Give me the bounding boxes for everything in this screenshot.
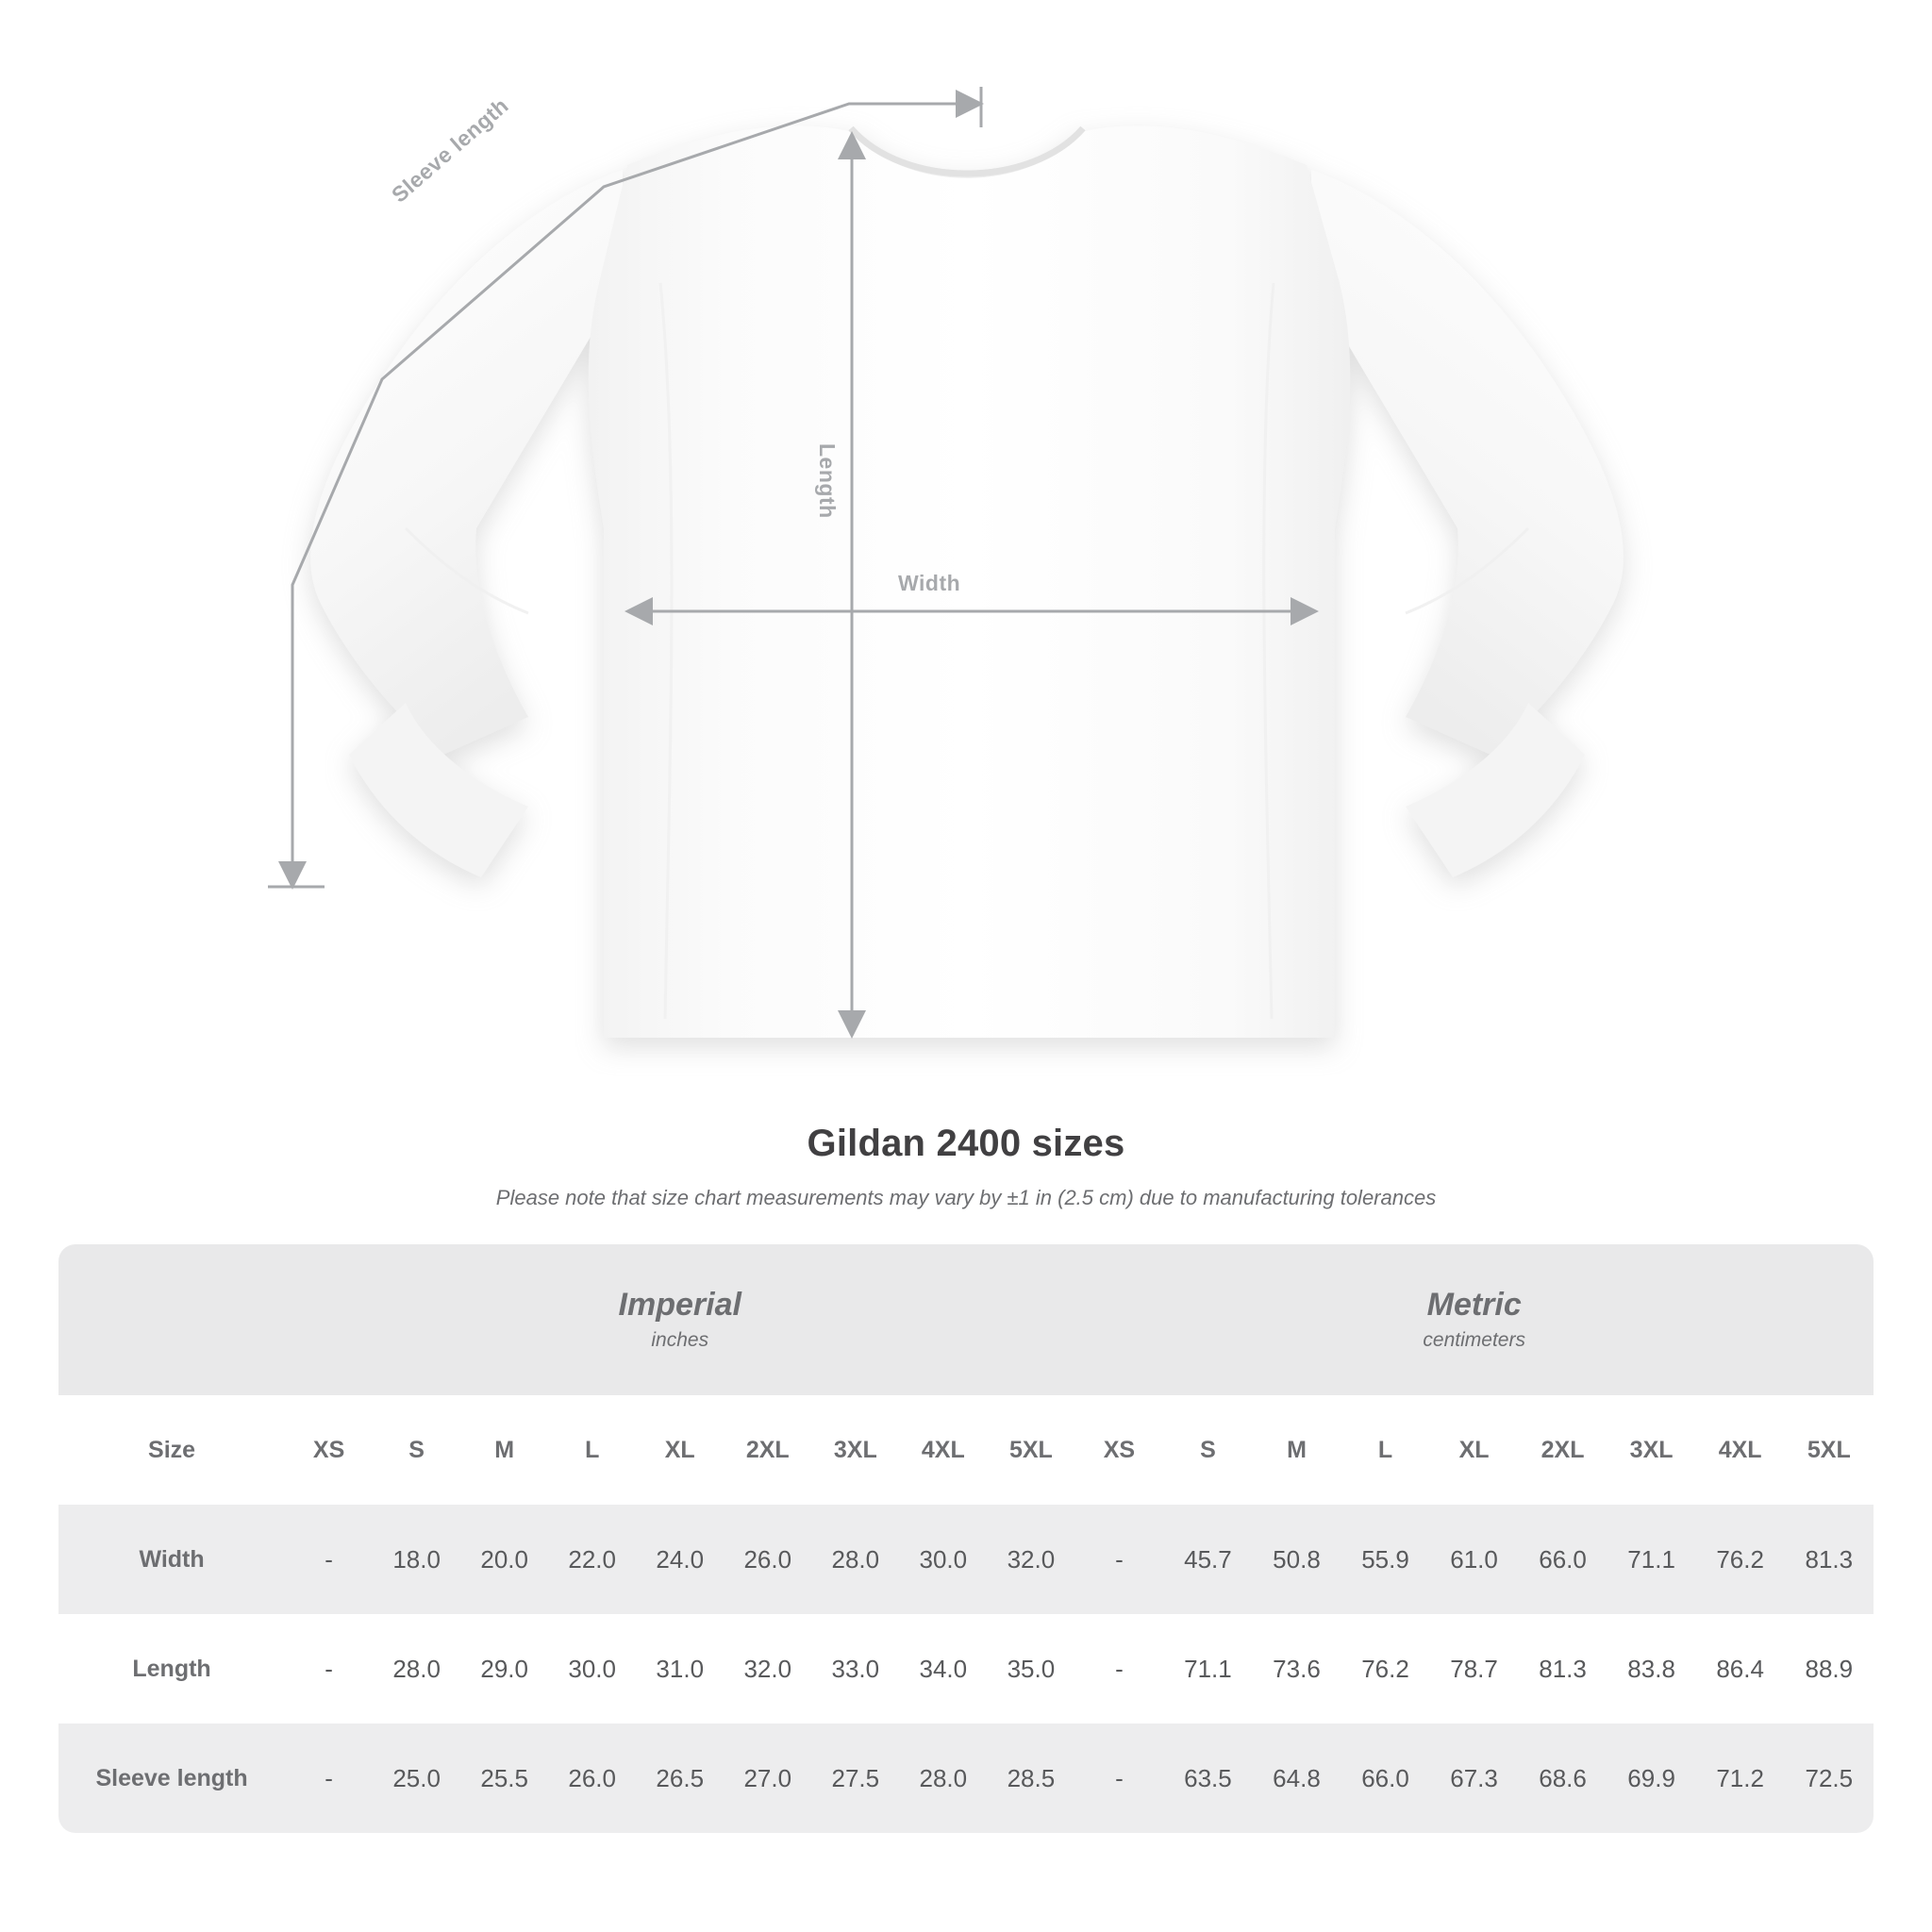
size-header-metric-m: M bbox=[1252, 1395, 1341, 1505]
size-header-metric-5xl: 5XL bbox=[1785, 1395, 1874, 1505]
sleeve-imperial-2xl: 27.0 bbox=[724, 1724, 811, 1833]
size-header-imperial-xl: XL bbox=[636, 1395, 724, 1505]
metric-header bbox=[1074, 1244, 1874, 1395]
width-metric-4xl: 76.2 bbox=[1696, 1505, 1785, 1614]
imperial-title: Imperial bbox=[618, 1287, 741, 1323]
length-imperial-3xl: 33.0 bbox=[811, 1614, 899, 1724]
size-header-metric-4xl: 4XL bbox=[1696, 1395, 1785, 1505]
length-metric-2xl: 81.3 bbox=[1519, 1614, 1607, 1724]
size-header-imperial-l: L bbox=[548, 1395, 636, 1505]
sleeve-imperial-xl: 26.5 bbox=[636, 1724, 724, 1833]
length-metric-xs: - bbox=[1074, 1614, 1163, 1724]
width-metric-xs: - bbox=[1074, 1505, 1163, 1614]
units-header-row bbox=[58, 1244, 1874, 1395]
sleeve-imperial-s: 25.0 bbox=[373, 1724, 460, 1833]
sleeve-metric-xs: - bbox=[1074, 1724, 1163, 1833]
tolerance-note: Please note that size chart measurements may vary by ±1 in (2.5 cm) due to manufacturing tolerances bbox=[495, 1186, 1437, 1209]
sleeve-imperial-m: 25.5 bbox=[460, 1724, 548, 1833]
width-metric-s: 45.7 bbox=[1163, 1505, 1252, 1614]
length-dimension-label: Length bbox=[815, 443, 840, 519]
sleeve-metric-xl: 67.3 bbox=[1430, 1724, 1519, 1833]
sleeve-metric-2xl: 68.6 bbox=[1519, 1724, 1607, 1833]
size-chart-table-wrapper bbox=[58, 1244, 1874, 1833]
size-header-imperial-3xl: 3XL bbox=[811, 1395, 899, 1505]
width-metric-5xl: 81.3 bbox=[1785, 1505, 1874, 1614]
width-imperial-4xl: 30.0 bbox=[899, 1505, 987, 1614]
width-imperial-5xl: 32.0 bbox=[987, 1505, 1074, 1614]
size-header-imperial-s: S bbox=[373, 1395, 460, 1505]
imperial-subtitle: inches bbox=[651, 1328, 709, 1351]
sleeve-imperial-3xl: 27.5 bbox=[811, 1724, 899, 1833]
size-header-metric-xl: XL bbox=[1430, 1395, 1519, 1505]
page-title: Gildan 2400 sizes bbox=[807, 1123, 1125, 1164]
size-header-metric-2xl: 2XL bbox=[1519, 1395, 1607, 1505]
length-imperial-m: 29.0 bbox=[460, 1614, 548, 1724]
table-row bbox=[58, 1724, 1874, 1833]
length-imperial-xs: - bbox=[285, 1614, 373, 1724]
width-imperial-xl: 24.0 bbox=[636, 1505, 724, 1614]
width-metric-3xl: 71.1 bbox=[1607, 1505, 1696, 1614]
width-imperial-xs: - bbox=[285, 1505, 373, 1614]
size-row-header: Size bbox=[58, 1395, 285, 1505]
length-imperial-l: 30.0 bbox=[548, 1614, 636, 1724]
size-header-imperial-xs: XS bbox=[285, 1395, 373, 1505]
shirt-shape bbox=[310, 125, 1624, 1038]
title-block bbox=[0, 1123, 1932, 1210]
row-label-width: Width bbox=[58, 1505, 285, 1614]
sleeve-metric-5xl: 72.5 bbox=[1785, 1724, 1874, 1833]
size-header-metric-3xl: 3XL bbox=[1607, 1395, 1696, 1505]
table-row bbox=[58, 1614, 1874, 1724]
width-metric-xl: 61.0 bbox=[1430, 1505, 1519, 1614]
width-metric-2xl: 66.0 bbox=[1519, 1505, 1607, 1614]
size-header-imperial-2xl: 2XL bbox=[724, 1395, 811, 1505]
length-metric-4xl: 86.4 bbox=[1696, 1614, 1785, 1724]
length-imperial-2xl: 32.0 bbox=[724, 1614, 811, 1724]
width-imperial-l: 22.0 bbox=[548, 1505, 636, 1614]
sleeve-metric-3xl: 69.9 bbox=[1607, 1724, 1696, 1833]
length-imperial-s: 28.0 bbox=[373, 1614, 460, 1724]
sleeve-imperial-xs: - bbox=[285, 1724, 373, 1833]
imperial-header bbox=[285, 1244, 1074, 1395]
size-header-metric-l: L bbox=[1341, 1395, 1430, 1505]
size-header-imperial-m: M bbox=[460, 1395, 548, 1505]
length-metric-s: 71.1 bbox=[1163, 1614, 1252, 1724]
sleeve-imperial-5xl: 28.5 bbox=[987, 1724, 1074, 1833]
table-corner bbox=[58, 1244, 285, 1395]
size-chart-table bbox=[58, 1244, 1874, 1833]
length-imperial-xl: 31.0 bbox=[636, 1614, 724, 1724]
length-metric-l: 76.2 bbox=[1341, 1614, 1430, 1724]
length-metric-3xl: 83.8 bbox=[1607, 1614, 1696, 1724]
width-metric-m: 50.8 bbox=[1252, 1505, 1341, 1614]
width-dimension-label: Width bbox=[898, 571, 961, 595]
width-imperial-2xl: 26.0 bbox=[724, 1505, 811, 1614]
width-imperial-s: 18.0 bbox=[373, 1505, 460, 1614]
sleeve-metric-m: 64.8 bbox=[1252, 1724, 1341, 1833]
width-imperial-m: 20.0 bbox=[460, 1505, 548, 1614]
metric-title: Metric bbox=[1426, 1287, 1522, 1323]
sleeve-imperial-4xl: 28.0 bbox=[899, 1724, 987, 1833]
size-header-imperial-4xl: 4XL bbox=[899, 1395, 987, 1505]
metric-subtitle: centimeters bbox=[1423, 1328, 1525, 1351]
size-header-metric-s: S bbox=[1163, 1395, 1252, 1505]
length-metric-m: 73.6 bbox=[1252, 1614, 1341, 1724]
sleeve-length-dimension-label: Sleeve length bbox=[387, 92, 513, 208]
length-metric-5xl: 88.9 bbox=[1785, 1614, 1874, 1724]
length-imperial-4xl: 34.0 bbox=[899, 1614, 987, 1724]
table-row bbox=[58, 1505, 1874, 1614]
row-label-sleeve-length: Sleeve length bbox=[58, 1724, 285, 1833]
sleeve-metric-l: 66.0 bbox=[1341, 1724, 1430, 1833]
width-metric-l: 55.9 bbox=[1341, 1505, 1430, 1614]
sleeve-imperial-l: 26.0 bbox=[548, 1724, 636, 1833]
length-imperial-5xl: 35.0 bbox=[987, 1614, 1074, 1724]
width-imperial-3xl: 28.0 bbox=[811, 1505, 899, 1614]
sleeve-metric-4xl: 71.2 bbox=[1696, 1724, 1785, 1833]
size-header-imperial-5xl: 5XL bbox=[987, 1395, 1074, 1505]
row-label-length: Length bbox=[58, 1614, 285, 1724]
sleeve-metric-s: 63.5 bbox=[1163, 1724, 1252, 1833]
length-metric-xl: 78.7 bbox=[1430, 1614, 1519, 1724]
size-header-metric-xs: XS bbox=[1074, 1395, 1163, 1505]
size-header-row bbox=[58, 1395, 1874, 1505]
